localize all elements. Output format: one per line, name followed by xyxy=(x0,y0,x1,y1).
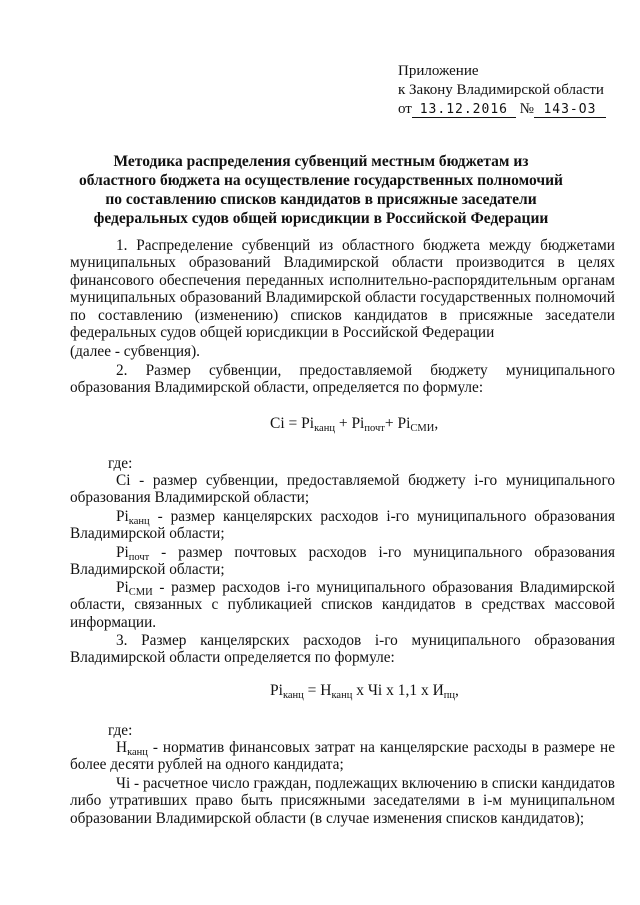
def-kanc-sub: канц xyxy=(128,516,150,527)
definition-pi-kanc xyxy=(70,508,615,543)
formula2-lhs-sub: канц xyxy=(282,690,304,701)
definition-ci: Ci - размер субвенции, предоставляемой бюджету i-го муниципального образования Владимирской области; xyxy=(70,472,615,507)
handwritten-number: 143-ОЗ xyxy=(534,102,606,118)
formula2-rest: х Чi х 1,1 х И xyxy=(352,682,444,699)
def-kanc-text: - размер канцелярских расходов i-го муниципального образования Владимирской области; xyxy=(70,508,615,543)
where-label-2: где: xyxy=(108,722,133,739)
def-n-sub: канц xyxy=(127,747,148,758)
formula-subvention xyxy=(270,414,438,434)
formula2-end: , xyxy=(455,682,459,699)
def-pocht-sub: почт xyxy=(128,552,150,563)
where-label-1: где: xyxy=(108,455,133,472)
definition-pi-pocht xyxy=(70,544,615,579)
formula-kanc xyxy=(270,681,459,701)
formula2-index-sub: пц xyxy=(443,690,456,701)
definition-pi-smi xyxy=(70,579,615,631)
def-smi-symbol: Pi xyxy=(116,579,129,596)
paragraph-1 xyxy=(70,237,615,341)
number-sign: № xyxy=(519,101,534,117)
appendix-header xyxy=(398,62,628,119)
formula1-term-smi: Pi xyxy=(397,415,411,432)
definition-chi: Чi - расчетное число граждан, подлежащих включению в списки кандидатов либо утративших право быть присяжными заседателями в i-м муниципальном образовании Владимирской области (в случае изменения списков кандидатов); xyxy=(70,775,615,827)
formula1-sub-smi: СМИ xyxy=(410,423,435,434)
formula1-sub-kanc: канц xyxy=(314,423,335,434)
formula2-norm-sub: канц xyxy=(331,690,353,701)
formula2-norm: Н xyxy=(320,682,332,699)
def-smi-text: - размер расходов i-го муниципального образования Владимирской области, связанных с публикацией списков кандидатов в средствах массовой информации. xyxy=(70,579,615,631)
paragraph-1-end: (далее - субвенция). xyxy=(70,343,201,360)
def-pocht-text: - размер почтовых расходов i-го муниципального образования Владимирской области; xyxy=(70,544,615,579)
appendix-label: Приложение xyxy=(398,63,479,79)
appendix-date-line xyxy=(398,100,628,119)
definition-n-kanc xyxy=(70,739,615,774)
formula1-eq: = xyxy=(284,415,302,432)
def-n-text: - норматив финансовых затрат на канцелярские расходы в размере не более десяти рублей на одного кандидата; xyxy=(70,739,615,774)
paragraph-3: 3. Размер канцелярских расходов i-го муниципального образования Владимирской области определяется по формуле: xyxy=(70,632,615,667)
formula2-eq: = xyxy=(303,682,321,699)
def-kanc-symbol: Pi xyxy=(116,508,129,525)
formula1-lhs: Ci xyxy=(270,415,285,432)
paragraph-1-text: 1. Распределение субвенций из областного бюджета между бюджетами муниципальных образований Владимирской области производится в целях финансового обеспечения переданных исполнительно-распорядительным органам муниципальных образований Владимирской области государственных полномочий по составлению (изменению) списков кандидатов в присяжные заседатели федеральных судов общей юрисдикции в Российской Федерации xyxy=(70,237,615,342)
def-pocht-symbol: Pi xyxy=(116,544,129,561)
appendix-law-reference: к Закону Владимирской области xyxy=(398,82,604,98)
formula1-sub-pocht: почт xyxy=(364,423,385,434)
handwritten-date: 13.12.2016 xyxy=(412,102,516,118)
formula1-plus-1: + xyxy=(334,415,352,432)
def-n-symbol: Н xyxy=(116,739,128,756)
from-prefix: от xyxy=(398,101,412,117)
formula2-lhs: Pi xyxy=(270,682,283,699)
formula1-end: , xyxy=(434,415,439,432)
document-title: Методика распределения субвенций местным бюджетам из областного бюджета на осуществление государственных полномочий по составлению списков кандидатов в присяжные заседатели федеральных судов общей юрисдикции в Российской Федерации xyxy=(79,153,563,227)
def-smi-sub: СМИ xyxy=(128,587,153,598)
paragraph-2: 2. Размер субвенции, предоставляемой бюджету муниципального образования Владимирской области, определяется по формуле: xyxy=(70,362,615,397)
formula1-term-kanc: Pi xyxy=(301,415,315,432)
formula1-plus-2: + xyxy=(384,415,398,432)
formula1-term-pocht: Pi xyxy=(351,415,365,432)
